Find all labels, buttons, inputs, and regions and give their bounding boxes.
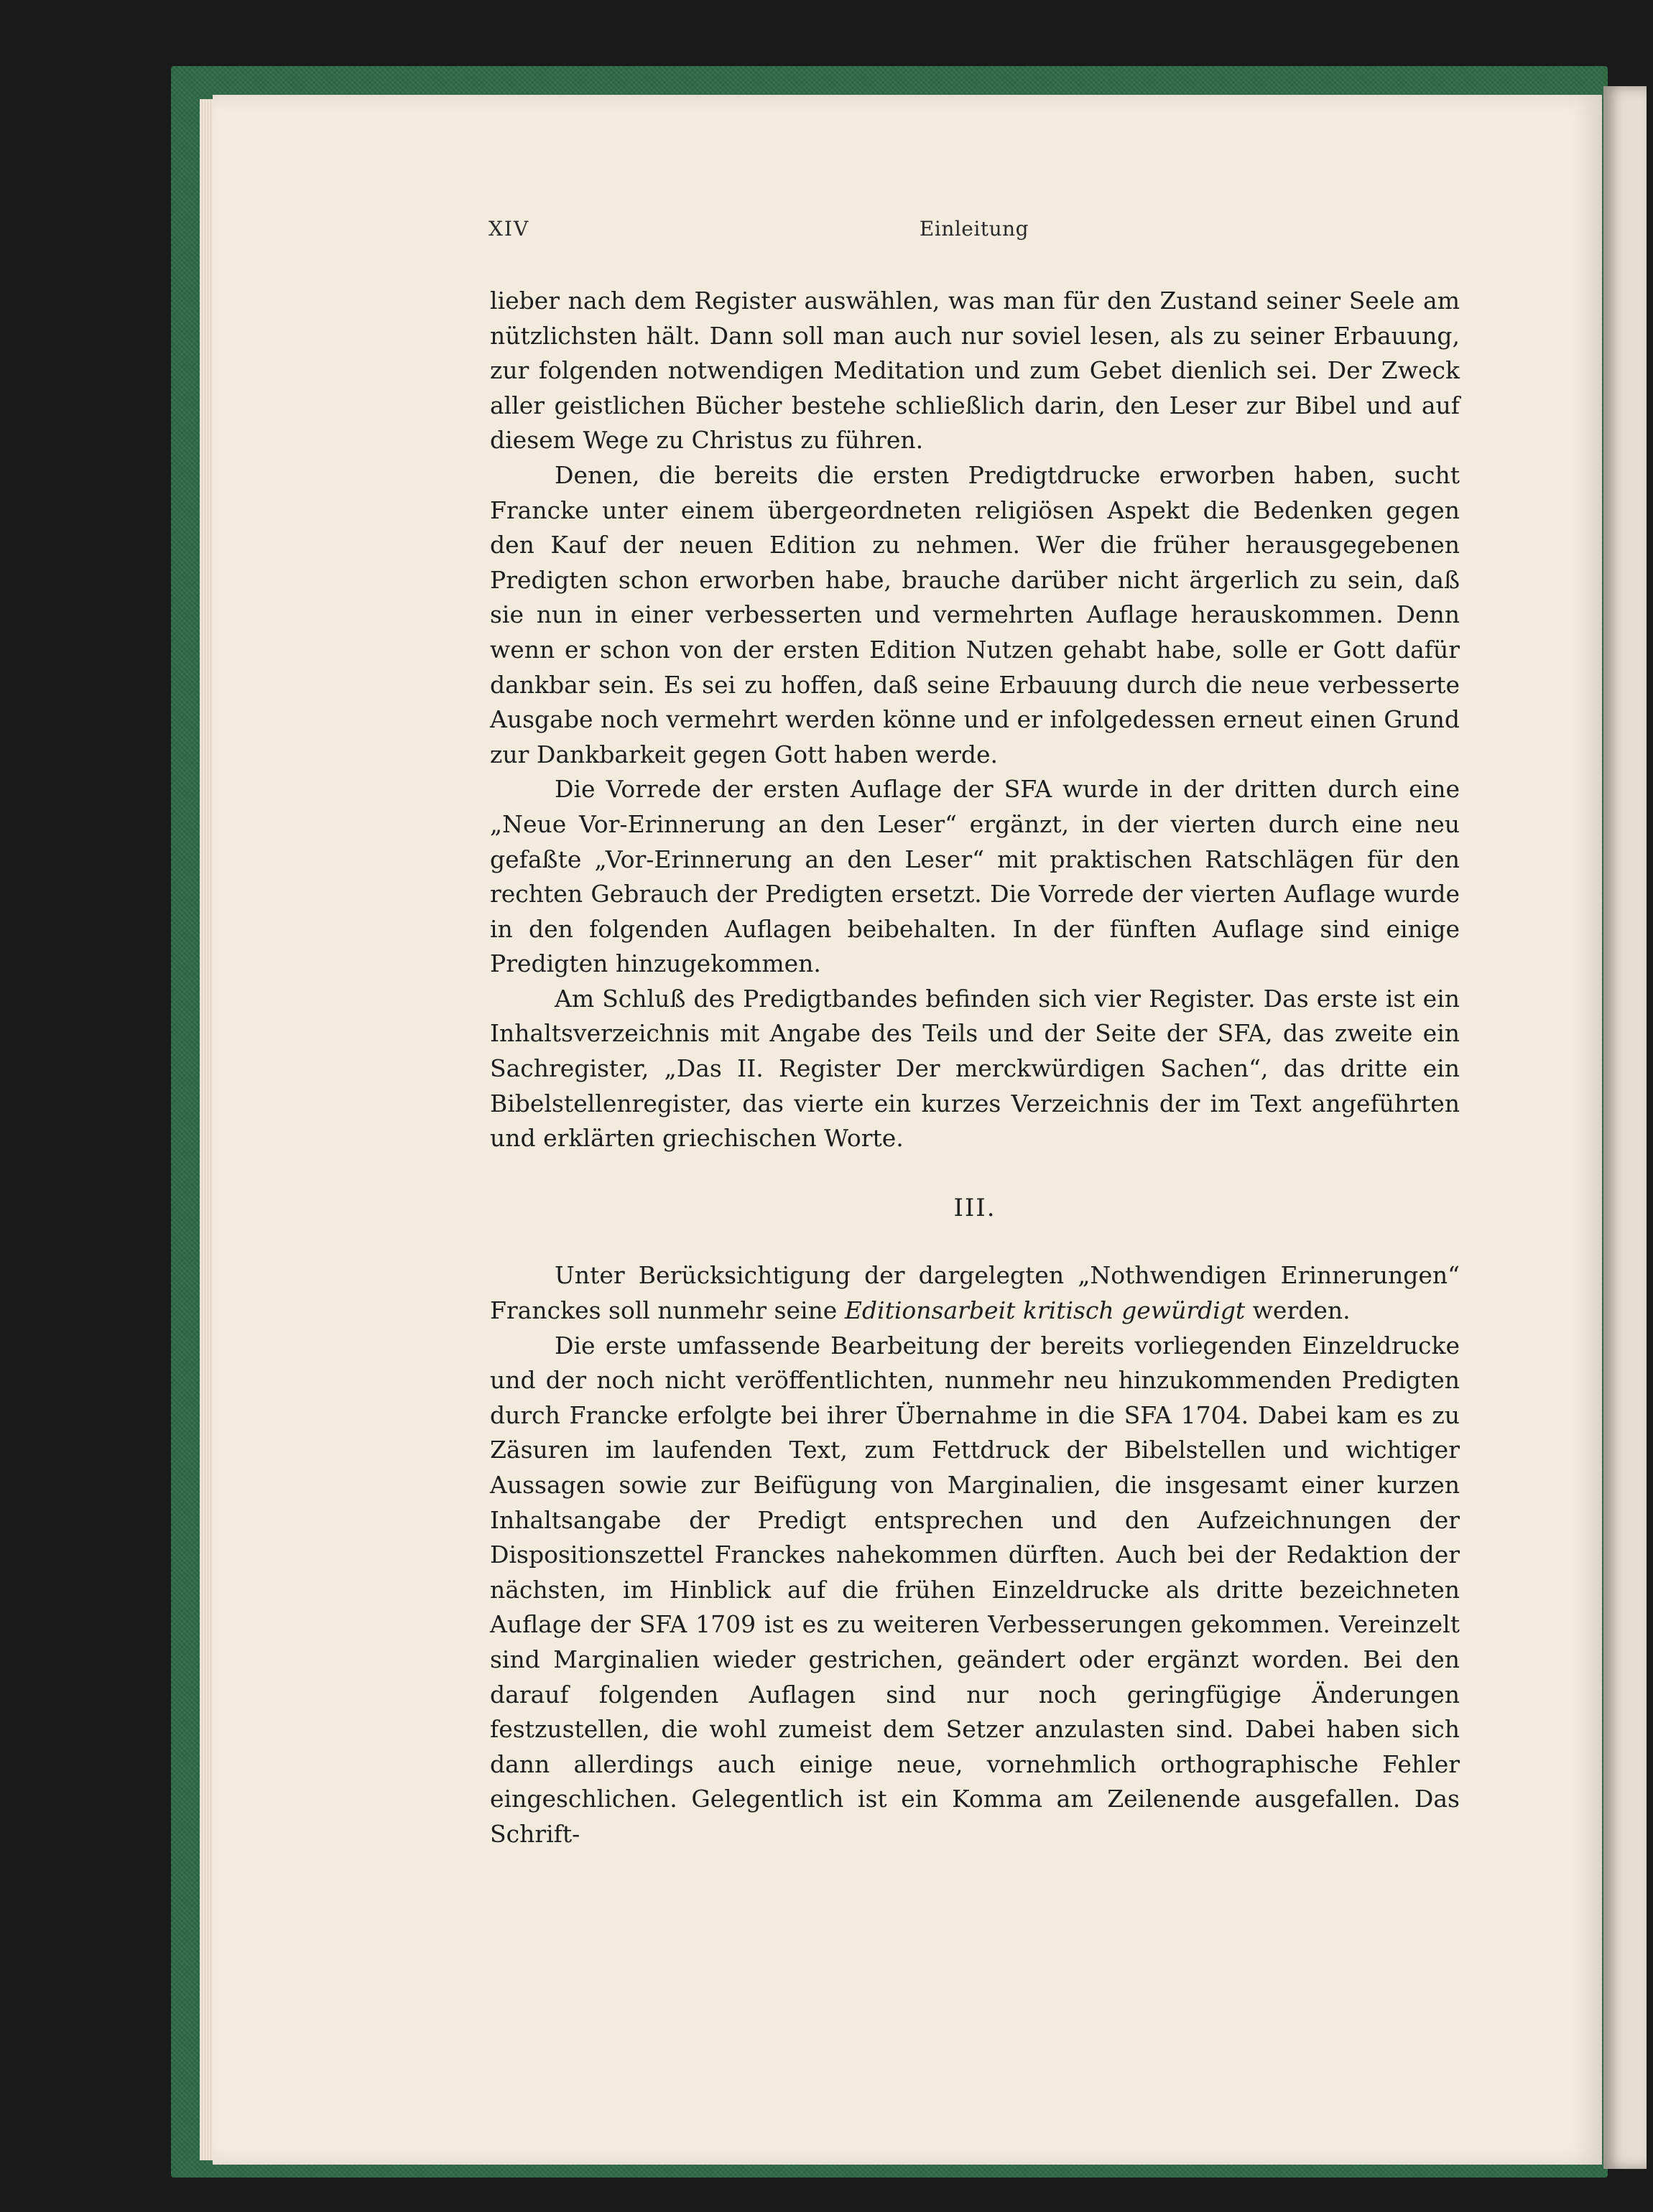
paragraph: lieber nach dem Register auswählen, was man für den Zustand seiner Seele am nützlichsten hält. Dann soll man auch nur soviel lesen, als zu seiner Erbauung, zur folgenden notwendigen Meditation und zum Gebet dienlich sei. Der Zweck aller geistlichen Bücher bestehe schließlich darin, den Leser zur Bibel und auf diesem Wege zu Christus zu führen. [490, 287, 1460, 455]
section-title: Einleitung [919, 217, 1029, 241]
section-heading: III. [953, 1193, 996, 1222]
facing-page-edge [1603, 86, 1647, 2169]
paragraph: Die erste umfassende Bearbeitung der bereits vorliegenden Einzeldrucke und der noch nicht veröffentlichten, nunmehr neu hinzukommenden Predigten durch Francke erfolgte bei ihrer Übernahme in die SFA 1704. Dabei kam es zu Zäsuren im laufenden Text, zum Fettdruck der Bibelstellen und wichtiger Aussagen sowie zur Beifügung von Marginalien, die insgesamt einer kurzen Inhaltsangabe der Predigt entsprechen und den Aufzeichnungen der Dispositionszettel Franckes nahekommen dürften. Auch bei der Redaktion der nächsten, im Hinblick auf die frühen Einzeldrucke als dritte bezeichneten Auflage der SFA 1709 ist es zu weiteren Verbesserungen gekommen. Vereinzelt sind Marginalien wieder gestrichen, geändert oder ergänzt worden. Bei den darauf folgenden Auflagen sind nur noch geringfügige Änderungen festzustellen, die wohl zumeist dem Setzer anzulasten sind. Dabei haben sich dann allerdings auch einige neue, vornehmlich orthographische Fehler eingeschlichen. Gelegentlich ist ein Komma am Zeilenende ausgefallen. Das Schrift- [490, 1331, 1460, 1848]
paragraph [490, 1258, 1460, 1328]
paragraph: Am Schluß des Predigtbandes befinden sich vier Register. Das erste ist ein Inhaltsverzeichnis mit Angabe des Teils und der Seite der SFA, das zweite ein Sachregister, „Das II. Register Der merckwürdigen Sachen“, das dritte ein Bibelstellenregister, das vierte ein kurzes Verzeichnis der im Text angeführten und erklärten griechischen Worte. [490, 984, 1460, 1153]
paragraph-text: Unter Berücksichtigung der dargelegten „Nothwendigen Erinnerungen“ Franckes soll nunmehr seine [490, 1261, 1460, 1325]
italic-emphasis: Editionsarbeit kritisch gewürdigt [844, 1296, 1246, 1325]
paragraph-text: werden. [1245, 1296, 1351, 1325]
body-text [490, 284, 1460, 1852]
paragraph: Denen, die bereits die ersten Predigtdrucke erworben haben, sucht Francke unter einem übergeordneten religiösen Aspekt die Bedenken gegen den Kauf der neuen Edition zu nehmen. Wer die früher herausgegebenen Predigten schon erworben habe, brauche darüber nicht ärgerlich zu sein, daß sie nun in einer verbesserten und vermehrten Auflage herauskommen. Denn wenn er schon von der ersten Edition Nutzen gehabt habe, solle er Gott dafür dankbar sein. Es sei zu hoffen, daß seine Erbauung durch die neue verbesserte Ausgabe noch vermehrt werden könne und er infolgedessen erneut einen Grund zur Dankbarkeit gegen Gott haben werde. [490, 460, 1460, 768]
paragraph: Die Vorrede der ersten Auflage der SFA wurde in der dritten durch eine „Neue Vor-Erinnerung an den Leser“ ergänzt, in der vierten durch eine neu gefaßte „Vor-Erinnerung an den Leser“ mit praktischen Ratschlägen für den rechten Gebrauch der Predigten ersetzt. Die Vorrede der vierten Auflage wurde in den folgenden Auflagen beibehalten. In der fünften Auflage sind einige Predigten hinzugekommen. [490, 775, 1460, 978]
running-head [489, 217, 1460, 246]
page-number: XIV [489, 217, 530, 241]
